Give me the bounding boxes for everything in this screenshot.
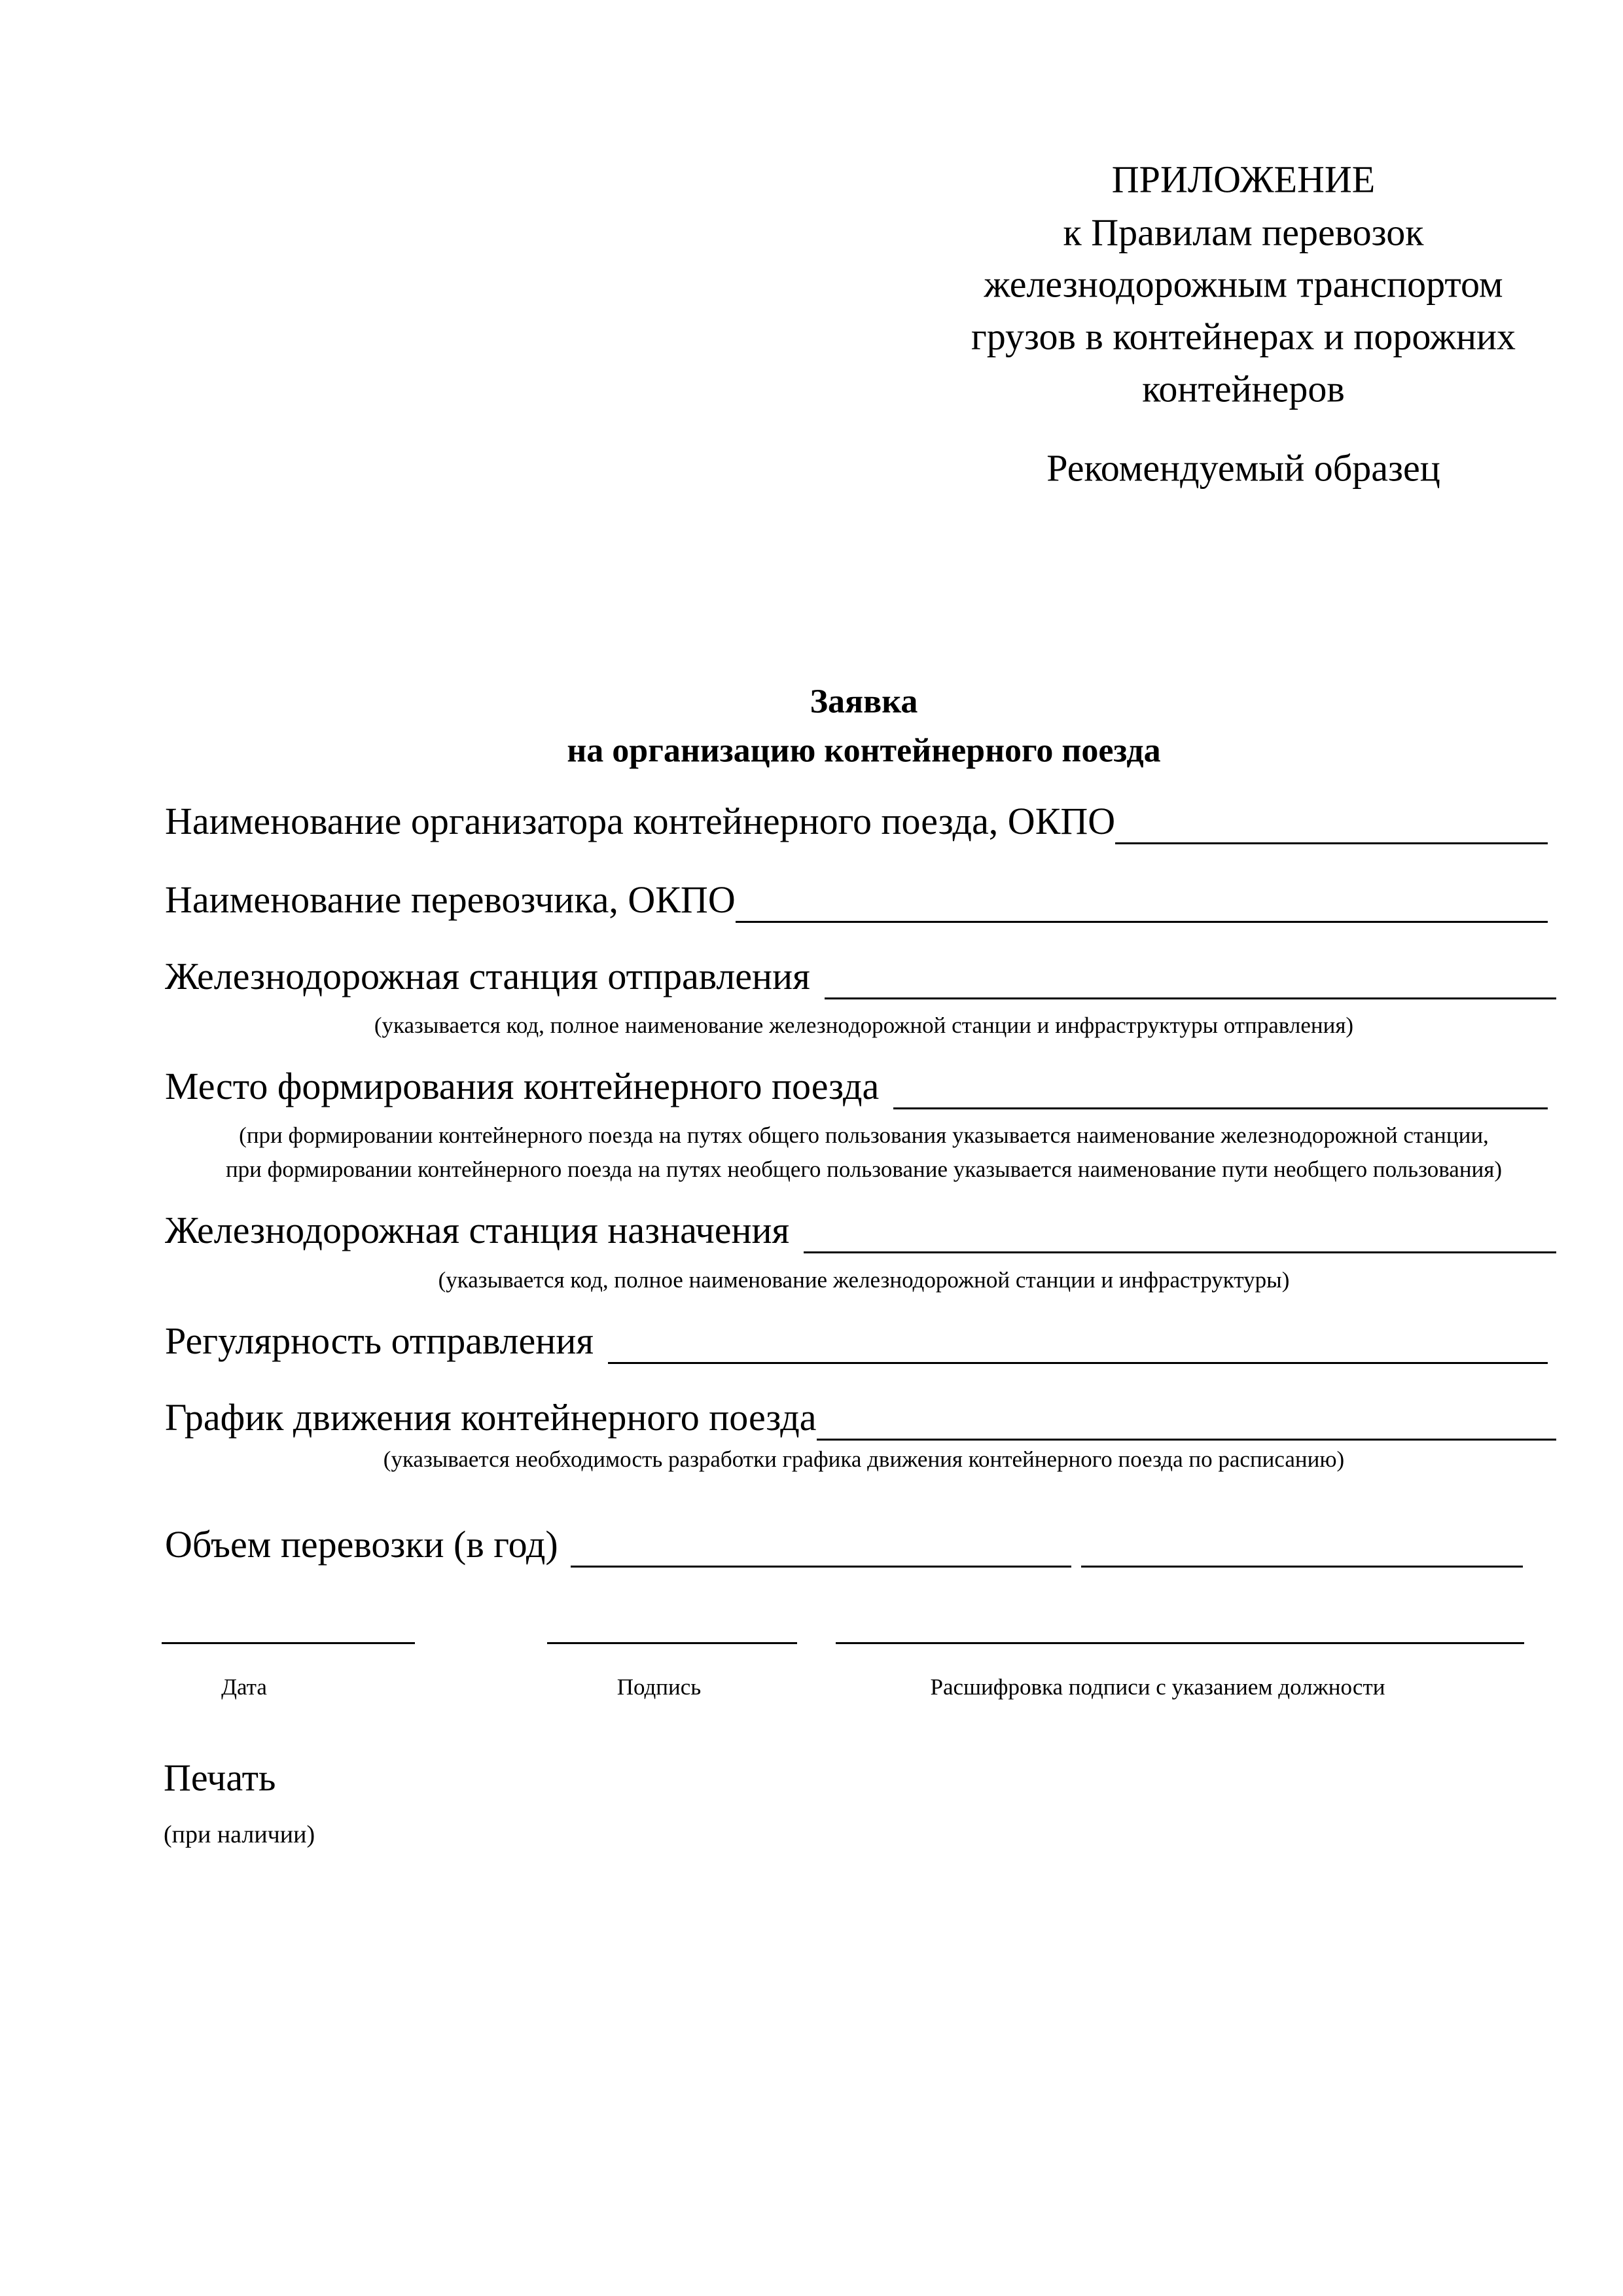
field-label: Наименование перевозчика, ОКПО (165, 878, 736, 921)
volume-input-line[interactable] (571, 1566, 1071, 1568)
field-label: Наименование организатора контейнерного поезда, ОКПО (165, 800, 1116, 842)
date-label: Дата (221, 1674, 267, 1700)
destination-station-input-line[interactable] (804, 1212, 1556, 1253)
appendix-line: железнодорожным транспортом (984, 262, 1503, 306)
signature-decode-input-line[interactable] (836, 1642, 1524, 1644)
organizer-field (165, 798, 1548, 844)
signature-label: Подпись (616, 1674, 702, 1700)
organizer-input-line[interactable] (1115, 803, 1548, 844)
formation-place-input-line[interactable] (893, 1068, 1548, 1109)
departure-station-note: (указывается код, полное наименование железнодорожной станции и инфраструктуры отправления) (374, 1013, 1354, 1038)
field-label: Железнодорожная станция отправления (165, 955, 810, 997)
field-label: Место формирования контейнерного поезда (165, 1065, 880, 1107)
recommended-sample: Рекомендуемый образец (1046, 446, 1440, 490)
field-label: Регулярность отправления (165, 1319, 594, 1362)
volume-field (165, 1522, 558, 1568)
formation-place-note-2: при формировании контейнерного поезда на путях необщего пользование указывается наименование пути необщего пользования) (225, 1157, 1503, 1182)
formation-place-field (165, 1064, 1548, 1109)
destination-station-field (165, 1208, 1556, 1253)
schedule-field (165, 1395, 1556, 1441)
schedule-note: (указывается необходимость разработки графика движения контейнерного поезда по расписанию) (383, 1446, 1345, 1472)
volume-unit-input-line[interactable] (1081, 1566, 1523, 1568)
destination-station-note: (указывается код, полное наименование железнодорожной станции и инфраструктуры) (438, 1267, 1290, 1293)
appendix-line: к Правилам перевозок (1063, 211, 1424, 254)
field-label: Объем перевозки (в год) (165, 1523, 558, 1566)
stamp-note: (при наличии) (164, 1821, 315, 1848)
regularity-input-line[interactable] (608, 1323, 1548, 1364)
form-title: Заявка (810, 683, 918, 721)
appendix-line: грузов в контейнерах и порожних (971, 315, 1516, 358)
departure-station-field (165, 954, 1556, 999)
stamp-label: Печать (164, 1756, 276, 1799)
signature-decode-label: Расшифровка подписи с указанием должности (930, 1674, 1385, 1700)
regularity-field (165, 1318, 1548, 1364)
signature-input-line[interactable] (547, 1642, 797, 1644)
appendix-line: контейнеров (1142, 367, 1345, 410)
form-subtitle: на организацию контейнерного поезда (567, 732, 1161, 770)
departure-station-input-line[interactable] (825, 958, 1556, 999)
carrier-field (165, 877, 1548, 923)
carrier-input-line[interactable] (736, 882, 1548, 923)
formation-place-note: (при формировании контейнерного поезда на путях общего пользования указывается наименование железнодорожной станции, (239, 1122, 1489, 1148)
date-input-line[interactable] (162, 1642, 415, 1644)
field-label: Железнодорожная станция назначения (165, 1209, 790, 1251)
schedule-input-line[interactable] (817, 1399, 1556, 1441)
field-label: График движения контейнерного поезда (165, 1396, 817, 1439)
appendix-title: ПРИЛОЖЕНИЕ (1111, 158, 1376, 201)
